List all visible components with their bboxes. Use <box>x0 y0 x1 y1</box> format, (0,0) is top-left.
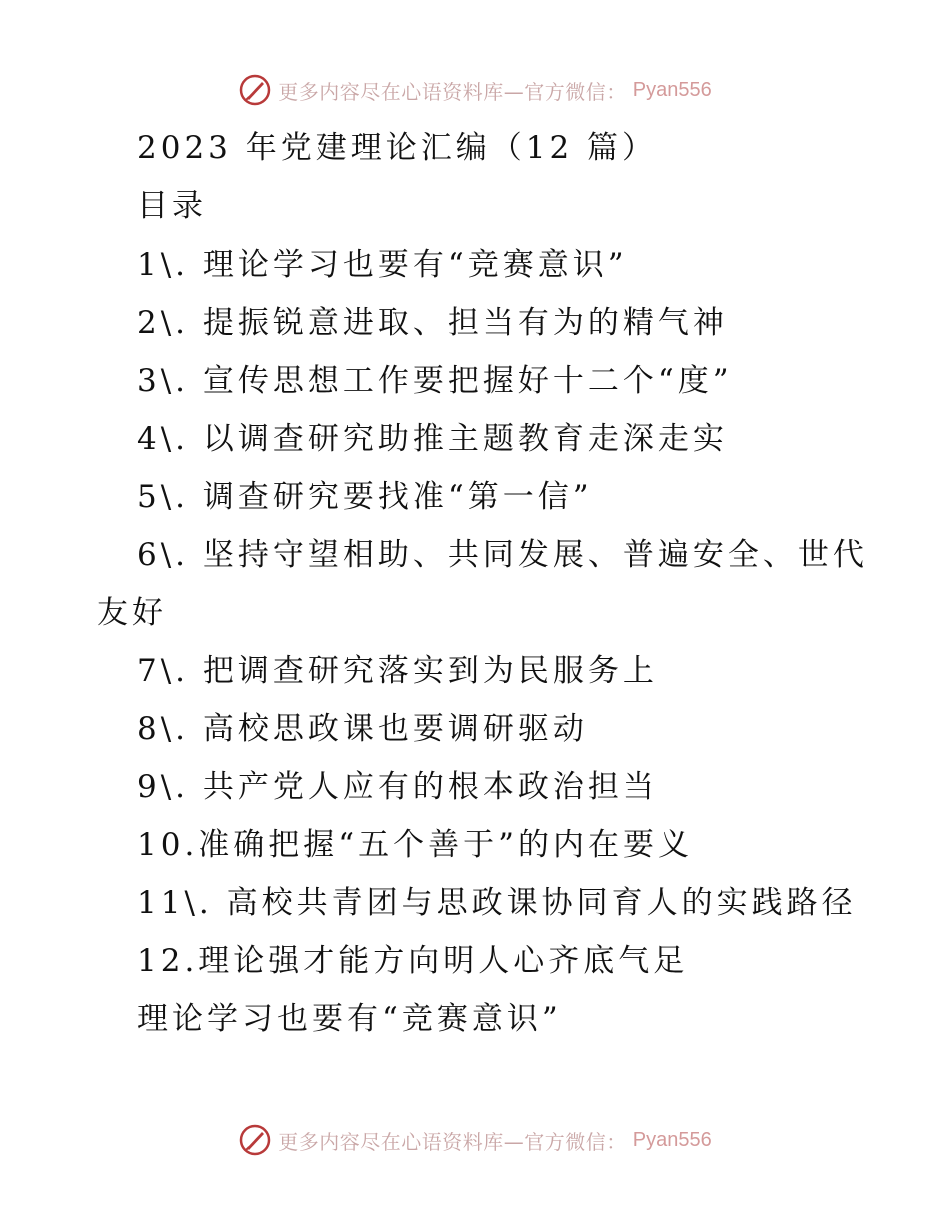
toc-item: 10.准确把握“五个善于”的内在要义 <box>137 827 693 863</box>
document-title: 2023 年党建理论汇编（12 篇） <box>137 130 658 166</box>
toc-item: 9\. 共产党人应有的根本政治担当 <box>137 769 658 805</box>
toc-item-continuation: 友好 <box>97 595 167 631</box>
toc-item: 6\. 坚持守望相助、共同发展、普遍安全、世代 <box>137 537 868 573</box>
toc-item: 3\. 宣传思想工作要把握好十二个“度” <box>137 363 733 399</box>
toc-item: 1\. 理论学习也要有“竞赛意识” <box>137 247 628 283</box>
toc-item: 2\. 提振锐意进取、担当有为的精气神 <box>137 305 728 341</box>
watermark-footer <box>0 1120 950 1160</box>
watermark-wechat-id: Pyan556 <box>632 1128 712 1151</box>
toc-item: 8\. 高校思政课也要调研驱动 <box>137 711 588 747</box>
toc-item: 11\. 高校共青团与思政课协同育人的实践路径 <box>137 885 857 921</box>
quill-logo-icon <box>238 1123 272 1157</box>
watermark-text: 更多内容尽在心语资料库—官方微信： <box>278 79 627 104</box>
section-heading: 理论学习也要有“竞赛意识” <box>137 1001 562 1037</box>
watermark-wechat-id: Pyan556 <box>632 78 712 101</box>
toc-item: 4\. 以调查研究助推主题教育走深走实 <box>137 421 728 457</box>
toc-item: 5\. 调查研究要找准“第一信” <box>137 479 593 515</box>
toc-item: 12.理论强才能方向明人心齐底气足 <box>137 943 689 979</box>
watermark-header <box>0 70 950 110</box>
watermark-text: 更多内容尽在心语资料库—官方微信： <box>278 1129 627 1154</box>
toc-heading: 目录 <box>137 188 207 224</box>
toc-item: 7\. 把调查研究落实到为民服务上 <box>137 653 658 689</box>
quill-logo-icon <box>238 73 272 107</box>
